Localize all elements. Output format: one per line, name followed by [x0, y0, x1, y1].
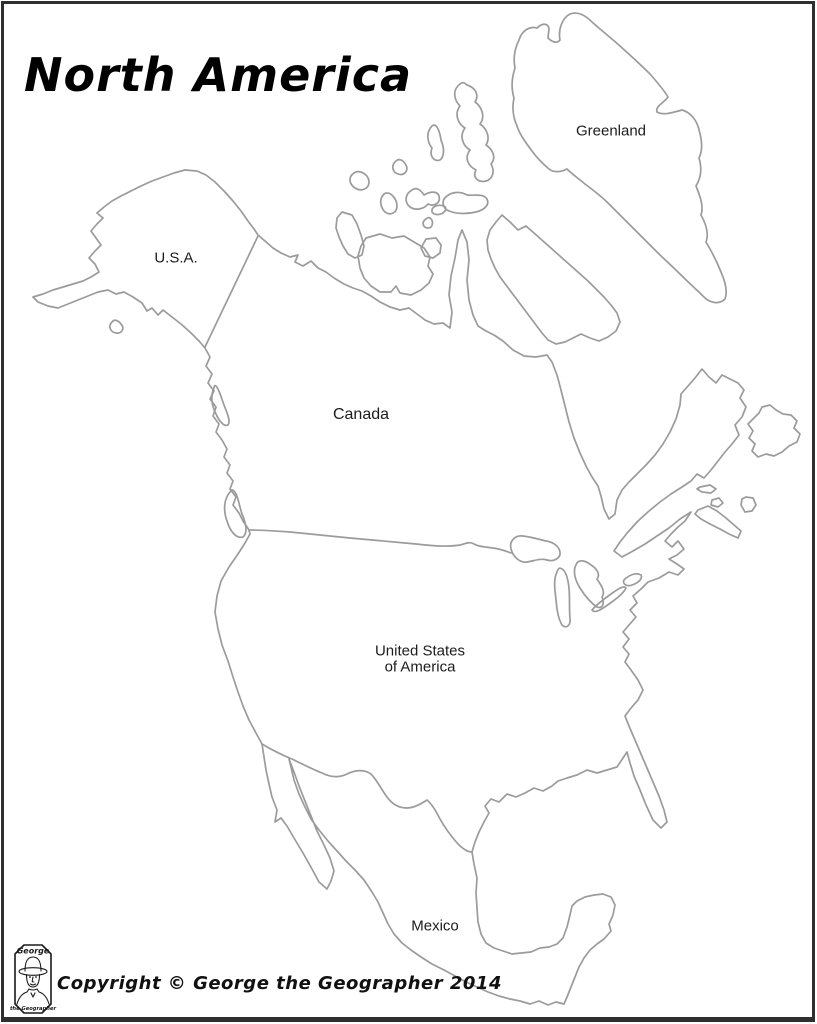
map-label-united-states-line2: of America: [384, 658, 456, 676]
copyright-text: Copyright © George the Geographer 2014: [57, 973, 502, 994]
page-title: North America: [24, 48, 413, 102]
right-eye: [35, 976, 37, 978]
hat-brim: [19, 968, 47, 976]
map-label-greenland: Greenland: [575, 122, 647, 140]
collar: [31, 993, 35, 997]
logo-bottom-text: the Geographer: [9, 1006, 57, 1012]
george-geographer-logo: [7, 941, 59, 1017]
map-label-mexico: Mexico: [411, 917, 459, 935]
nose: [32, 977, 34, 982]
logo-top-text: George: [16, 946, 50, 956]
map-label-canada: Canada: [332, 406, 390, 423]
map-label-united-states-line1: United States: [374, 642, 466, 660]
left-eye: [29, 976, 31, 978]
hat-crown: [25, 957, 41, 971]
mouth: [31, 984, 36, 985]
map-label-usa-alaska: U.S.A.: [154, 249, 198, 267]
